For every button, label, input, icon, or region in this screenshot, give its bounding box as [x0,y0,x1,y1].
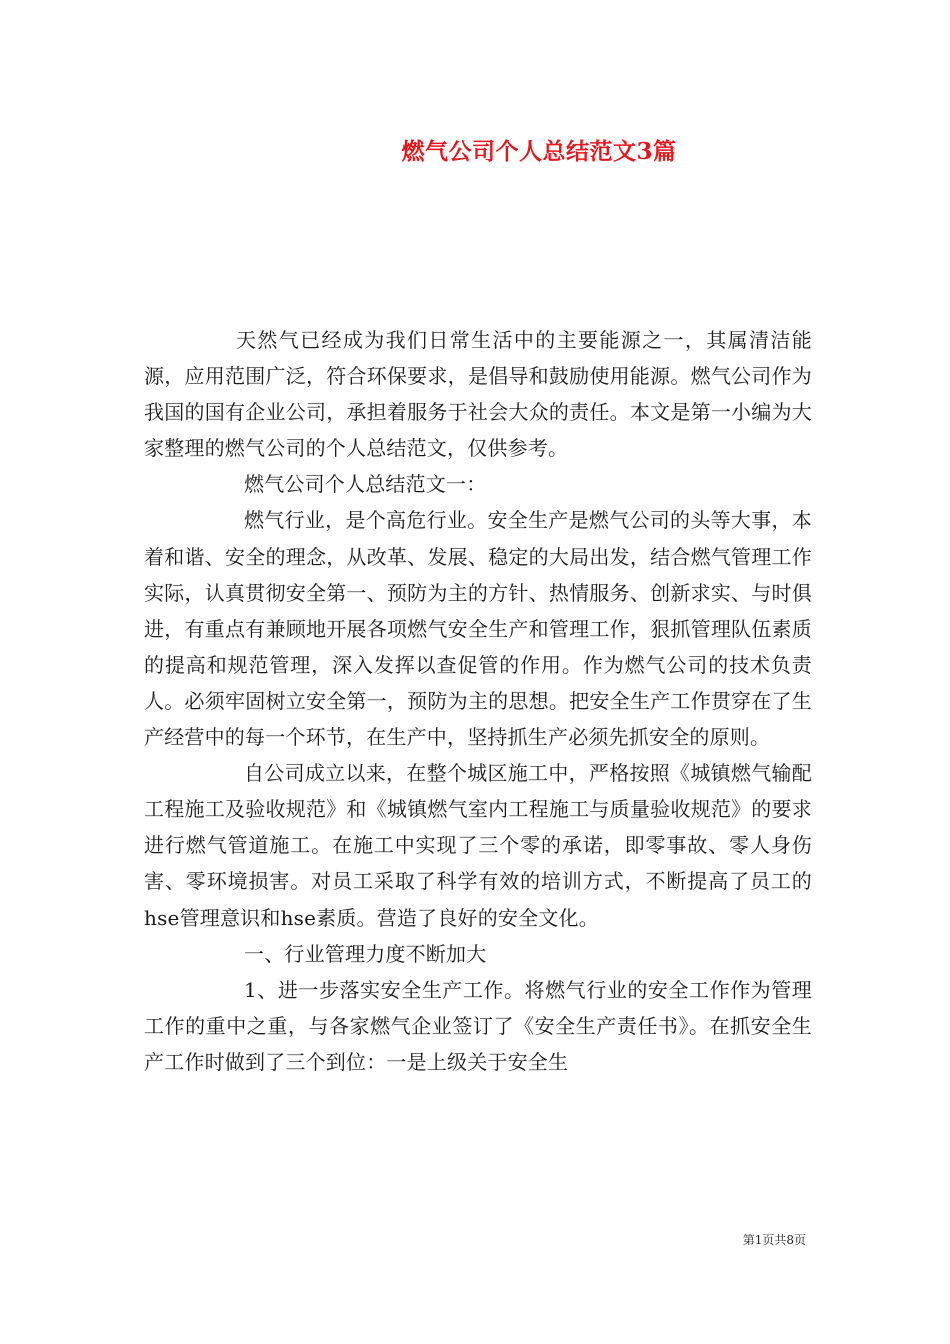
page-number: 第1页共8页 [742,1233,806,1247]
section-heading: 燃气公司个人总结范文一： [244,472,487,497]
body-paragraph: 自公司成立以来，在整个城区施工中，严格按照《城镇燃气输配工程施工及验收规范》和《城镇燃气室内工程施工与质量验收规范》的要求进行燃气管道施工。在施工中实现了三个零的承诺，即零事故、零人身伤害、零环境损害。对员工采取了科学有效的培训方式，不断提高了员工的hse管理意识和hse素质。营造了良好的安全文化。 [144,761,812,930]
intro-paragraph: 天然气已经成为我们日常生活中的主要能源之一，其属清洁能源，应用范围广泛，符合环保要求，是倡导和鼓励使用能源。燃气公司作为我国的国有企业公司，承担着服务于社会大众的责任。本文是第一小编为大家整理的燃气公司的个人总结范文，仅供参考。 [144,328,812,461]
document-title: 燃气公司个人总结范文3篇 [401,138,677,165]
subsection-heading: 一、行业管理力度不断加大 [244,941,487,966]
document-body [144,322,812,1080]
body-paragraph: 1、进一步落实安全生产工作。将燃气行业的安全工作作为管理工作的重中之重，与各家燃气企业签订了《安全生产责任书》。在抓安全生产工作时做到了三个到位：一是上级关于安全生 [144,977,812,1074]
body-paragraph: 燃气行业，是个高危行业。安全生产是燃气公司的头等大事，本着和谐、安全的理念，从改革、发展、稳定的大局出发，结合燃气管理工作实际，认真贯彻安全第一、预防为主的方针、热情服务、创新求实、与时俱进，有重点有兼顾地开展各项燃气安全生产和管理工作，狠抓管理队伍素质的提高和规范管理，深入发挥以查促管的作用。作为燃气公司的技术负责人。必须牢固树立安全第一，预防为主的思想。把安全生产工作贯穿在了生产经营中的每一个环节，在生产中，坚持抓生产必须先抓安全的原则。 [144,508,812,750]
